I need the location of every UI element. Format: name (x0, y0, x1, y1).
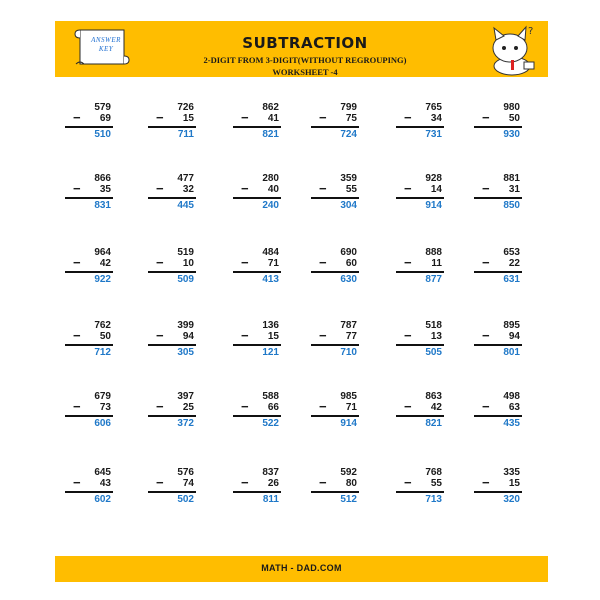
minus-sign: − (319, 181, 327, 196)
worksheet-title: SUBTRACTION (242, 34, 368, 52)
problem-r4-c2 (146, 320, 194, 360)
minuend: 799 (340, 102, 357, 113)
minuend: 397 (177, 391, 194, 402)
answer-line (148, 491, 196, 493)
minuend: 881 (503, 173, 520, 184)
answer: 831 (94, 200, 111, 211)
answer-line (65, 415, 113, 417)
problem-r1-c4 (309, 102, 357, 142)
minuend: 928 (425, 173, 442, 184)
minuend: 690 (340, 247, 357, 258)
answer-line (311, 344, 359, 346)
minuend: 679 (94, 391, 111, 402)
subtrahend: 40 (267, 184, 279, 195)
subtrahend: 94 (182, 331, 194, 342)
problem-r5-c5 (394, 391, 442, 431)
minuend: 579 (94, 102, 111, 113)
minus-sign: − (482, 255, 490, 270)
problem-r1-c2 (146, 102, 194, 142)
minuend: 592 (340, 467, 357, 478)
minuend: 888 (425, 247, 442, 258)
subtrahend: 75 (345, 113, 357, 124)
answer: 305 (177, 347, 194, 358)
answer-line (233, 197, 281, 199)
subtrahend: 94 (508, 331, 520, 342)
subtrahend: 10 (182, 258, 194, 269)
answer: 724 (340, 129, 357, 140)
answer: 505 (425, 347, 442, 358)
answer: 502 (177, 494, 194, 505)
answer-line (148, 415, 196, 417)
minus-sign: − (241, 328, 249, 343)
subtrahend: 50 (508, 113, 520, 124)
answer: 435 (503, 418, 520, 429)
answer-line (474, 344, 522, 346)
answer-line (474, 415, 522, 417)
minus-sign: − (404, 475, 412, 490)
minus-sign: − (156, 475, 164, 490)
minus-sign: − (482, 181, 490, 196)
answer-line (65, 491, 113, 493)
subtrahend: 60 (345, 258, 357, 269)
minus-sign: − (319, 475, 327, 490)
minuend: 477 (177, 173, 194, 184)
answer: 821 (262, 129, 279, 140)
minuend: 653 (503, 247, 520, 258)
answer: 731 (425, 129, 442, 140)
subtrahend: 11 (431, 258, 442, 269)
problem-r2-c1 (63, 173, 111, 213)
answer-line (148, 271, 196, 273)
problem-r2-c5 (394, 173, 442, 213)
minus-sign: − (404, 110, 412, 125)
answer-line (233, 415, 281, 417)
minus-sign: − (156, 399, 164, 414)
minuend: 498 (503, 391, 520, 402)
minuend: 787 (340, 320, 357, 331)
minus-sign: − (482, 110, 490, 125)
answer: 930 (503, 129, 520, 140)
answer-line (396, 271, 444, 273)
problem-r3-c6 (472, 247, 520, 287)
minus-sign: − (482, 475, 490, 490)
answer: 811 (262, 494, 279, 505)
problem-r2-c4 (309, 173, 357, 213)
subtrahend: 15 (267, 331, 279, 342)
subtrahend: 66 (267, 402, 279, 413)
answer-line (233, 126, 281, 128)
subtrahend: 32 (182, 184, 194, 195)
answer: 712 (94, 347, 111, 358)
minuend: 519 (177, 247, 194, 258)
problem-r3-c1 (63, 247, 111, 287)
problem-r6-c1 (63, 467, 111, 507)
subtrahend: 69 (99, 113, 111, 124)
subtrahend: 14 (430, 184, 442, 195)
answer-line (65, 126, 113, 128)
subtrahend: 80 (345, 478, 357, 489)
minuend: 863 (425, 391, 442, 402)
problem-r6-c3 (231, 467, 279, 507)
answer: 801 (503, 347, 520, 358)
footer-site-label: MATH - DAD.COM (261, 563, 342, 573)
answer-line (474, 197, 522, 199)
minus-sign: − (241, 110, 249, 125)
answer-line (148, 344, 196, 346)
minus-sign: − (319, 399, 327, 414)
answer-line (65, 197, 113, 199)
minus-sign: − (73, 399, 81, 414)
problem-r1-c1 (63, 102, 111, 142)
answer-line (65, 271, 113, 273)
problem-r6-c2 (146, 467, 194, 507)
minus-sign: − (241, 475, 249, 490)
minus-sign: − (156, 110, 164, 125)
answer-line (148, 126, 196, 128)
problem-r5-c2 (146, 391, 194, 431)
problem-r4-c3 (231, 320, 279, 360)
answer: 914 (340, 418, 357, 429)
minus-sign: − (404, 181, 412, 196)
subtrahend: 42 (430, 402, 442, 413)
answer: 413 (262, 274, 279, 285)
minuend: 136 (262, 320, 279, 331)
minus-sign: − (156, 328, 164, 343)
subtrahend: 50 (99, 331, 111, 342)
subtrahend: 42 (99, 258, 111, 269)
minus-sign: − (73, 255, 81, 270)
minuend: 862 (262, 102, 279, 113)
minus-sign: − (241, 399, 249, 414)
answer-line (311, 271, 359, 273)
subtrahend: 55 (430, 478, 442, 489)
answer-line (65, 344, 113, 346)
subtrahend: 35 (99, 184, 111, 195)
answer-line (233, 491, 281, 493)
subtrahend: 13 (430, 331, 442, 342)
minus-sign: − (73, 328, 81, 343)
problem-r4-c5 (394, 320, 442, 360)
minuend: 765 (425, 102, 442, 113)
minus-sign: − (241, 181, 249, 196)
answer-line (474, 491, 522, 493)
answer: 821 (425, 418, 442, 429)
minus-sign: − (156, 181, 164, 196)
minus-sign: − (73, 181, 81, 196)
answer: 512 (340, 494, 357, 505)
answer: 914 (425, 200, 442, 211)
minuend: 484 (262, 247, 279, 258)
answer-line (396, 344, 444, 346)
minuend: 964 (94, 247, 111, 258)
minuend: 726 (177, 102, 194, 113)
minus-sign: − (73, 110, 81, 125)
answer-line (311, 491, 359, 493)
minus-sign: − (482, 328, 490, 343)
problem-r5-c4 (309, 391, 357, 431)
problem-r3-c3 (231, 247, 279, 287)
minuend: 335 (503, 467, 520, 478)
svg-text:?: ? (528, 26, 534, 37)
answer-line (233, 344, 281, 346)
minuend: 985 (340, 391, 357, 402)
minuend: 518 (425, 320, 442, 331)
answer: 510 (94, 129, 111, 140)
answer: 877 (425, 274, 442, 285)
answer: 372 (177, 418, 194, 429)
subtrahend: 25 (182, 402, 194, 413)
answer: 121 (262, 347, 279, 358)
answer-line (396, 126, 444, 128)
problem-r5-c1 (63, 391, 111, 431)
answer: 710 (340, 347, 357, 358)
answer: 630 (340, 274, 357, 285)
subtrahend: 15 (182, 113, 194, 124)
subtrahend: 15 (508, 478, 520, 489)
answer: 711 (177, 129, 194, 140)
answer-line (233, 271, 281, 273)
subtrahend: 77 (345, 331, 357, 342)
subtrahend: 34 (430, 113, 442, 124)
minuend: 576 (177, 467, 194, 478)
subtrahend: 22 (508, 258, 520, 269)
minuend: 645 (94, 467, 111, 478)
answer: 606 (94, 418, 111, 429)
minuend: 762 (94, 320, 111, 331)
answer: 850 (503, 200, 520, 211)
subtrahend: 31 (508, 184, 520, 195)
problem-r6-c4 (309, 467, 357, 507)
answer: 320 (503, 494, 520, 505)
answer: 922 (94, 274, 111, 285)
answer: 602 (94, 494, 111, 505)
worksheet-subtitle: 2-DIGIT FROM 3-DIGIT(WITHOUT REGROUPING) (203, 55, 407, 65)
answer-line (148, 197, 196, 199)
problem-r3-c4 (309, 247, 357, 287)
subtrahend: 71 (345, 402, 357, 413)
answer-line (311, 126, 359, 128)
minuend: 399 (177, 320, 194, 331)
problem-r5-c6 (472, 391, 520, 431)
answer-line (311, 197, 359, 199)
subtrahend: 41 (267, 113, 279, 124)
minus-sign: − (156, 255, 164, 270)
minus-sign: − (73, 475, 81, 490)
minus-sign: − (404, 399, 412, 414)
problem-r2-c6 (472, 173, 520, 213)
problem-r6-c6 (472, 467, 520, 507)
minus-sign: − (404, 255, 412, 270)
answer-line (311, 415, 359, 417)
answer-line (396, 197, 444, 199)
problem-r1-c6 (472, 102, 520, 142)
answer: 713 (425, 494, 442, 505)
subtrahend: 26 (267, 478, 279, 489)
subtrahend: 63 (508, 402, 520, 413)
problem-r2-c3 (231, 173, 279, 213)
answer: 240 (262, 200, 279, 211)
problem-r5-c3 (231, 391, 279, 431)
subtrahend: 71 (267, 258, 279, 269)
subtrahend: 73 (99, 402, 111, 413)
answer: 522 (262, 418, 279, 429)
answer-line (396, 415, 444, 417)
answer: 509 (177, 274, 194, 285)
minus-sign: − (241, 255, 249, 270)
minus-sign: − (319, 110, 327, 125)
worksheet-number: WORKSHEET -4 (272, 67, 338, 77)
answer-key-label: ANSWER KEY (91, 36, 121, 53)
minus-sign: − (482, 399, 490, 414)
minuend: 866 (94, 173, 111, 184)
answer-line (474, 126, 522, 128)
problem-r1-c3 (231, 102, 279, 142)
answer: 631 (503, 274, 520, 285)
answer: 445 (177, 200, 194, 211)
minuend: 359 (340, 173, 357, 184)
minuend: 588 (262, 391, 279, 402)
minuend: 837 (262, 467, 279, 478)
minuend: 895 (503, 320, 520, 331)
subtrahend: 74 (182, 478, 194, 489)
subtrahend: 55 (345, 184, 357, 195)
minuend: 768 (425, 467, 442, 478)
subtrahend: 43 (99, 478, 111, 489)
minus-sign: − (319, 255, 327, 270)
cat-icon (484, 22, 540, 76)
answer-line (396, 491, 444, 493)
problem-r4-c1 (63, 320, 111, 360)
minuend: 280 (262, 173, 279, 184)
problem-r1-c5 (394, 102, 442, 142)
problem-r2-c2 (146, 173, 194, 213)
answer-line (474, 271, 522, 273)
problem-r6-c5 (394, 467, 442, 507)
minus-sign: − (319, 328, 327, 343)
minuend: 980 (503, 102, 520, 113)
answer: 304 (340, 200, 357, 211)
problem-r3-c5 (394, 247, 442, 287)
problem-r3-c2 (146, 247, 194, 287)
minus-sign: − (404, 328, 412, 343)
problem-r4-c6 (472, 320, 520, 360)
problem-r4-c4 (309, 320, 357, 360)
